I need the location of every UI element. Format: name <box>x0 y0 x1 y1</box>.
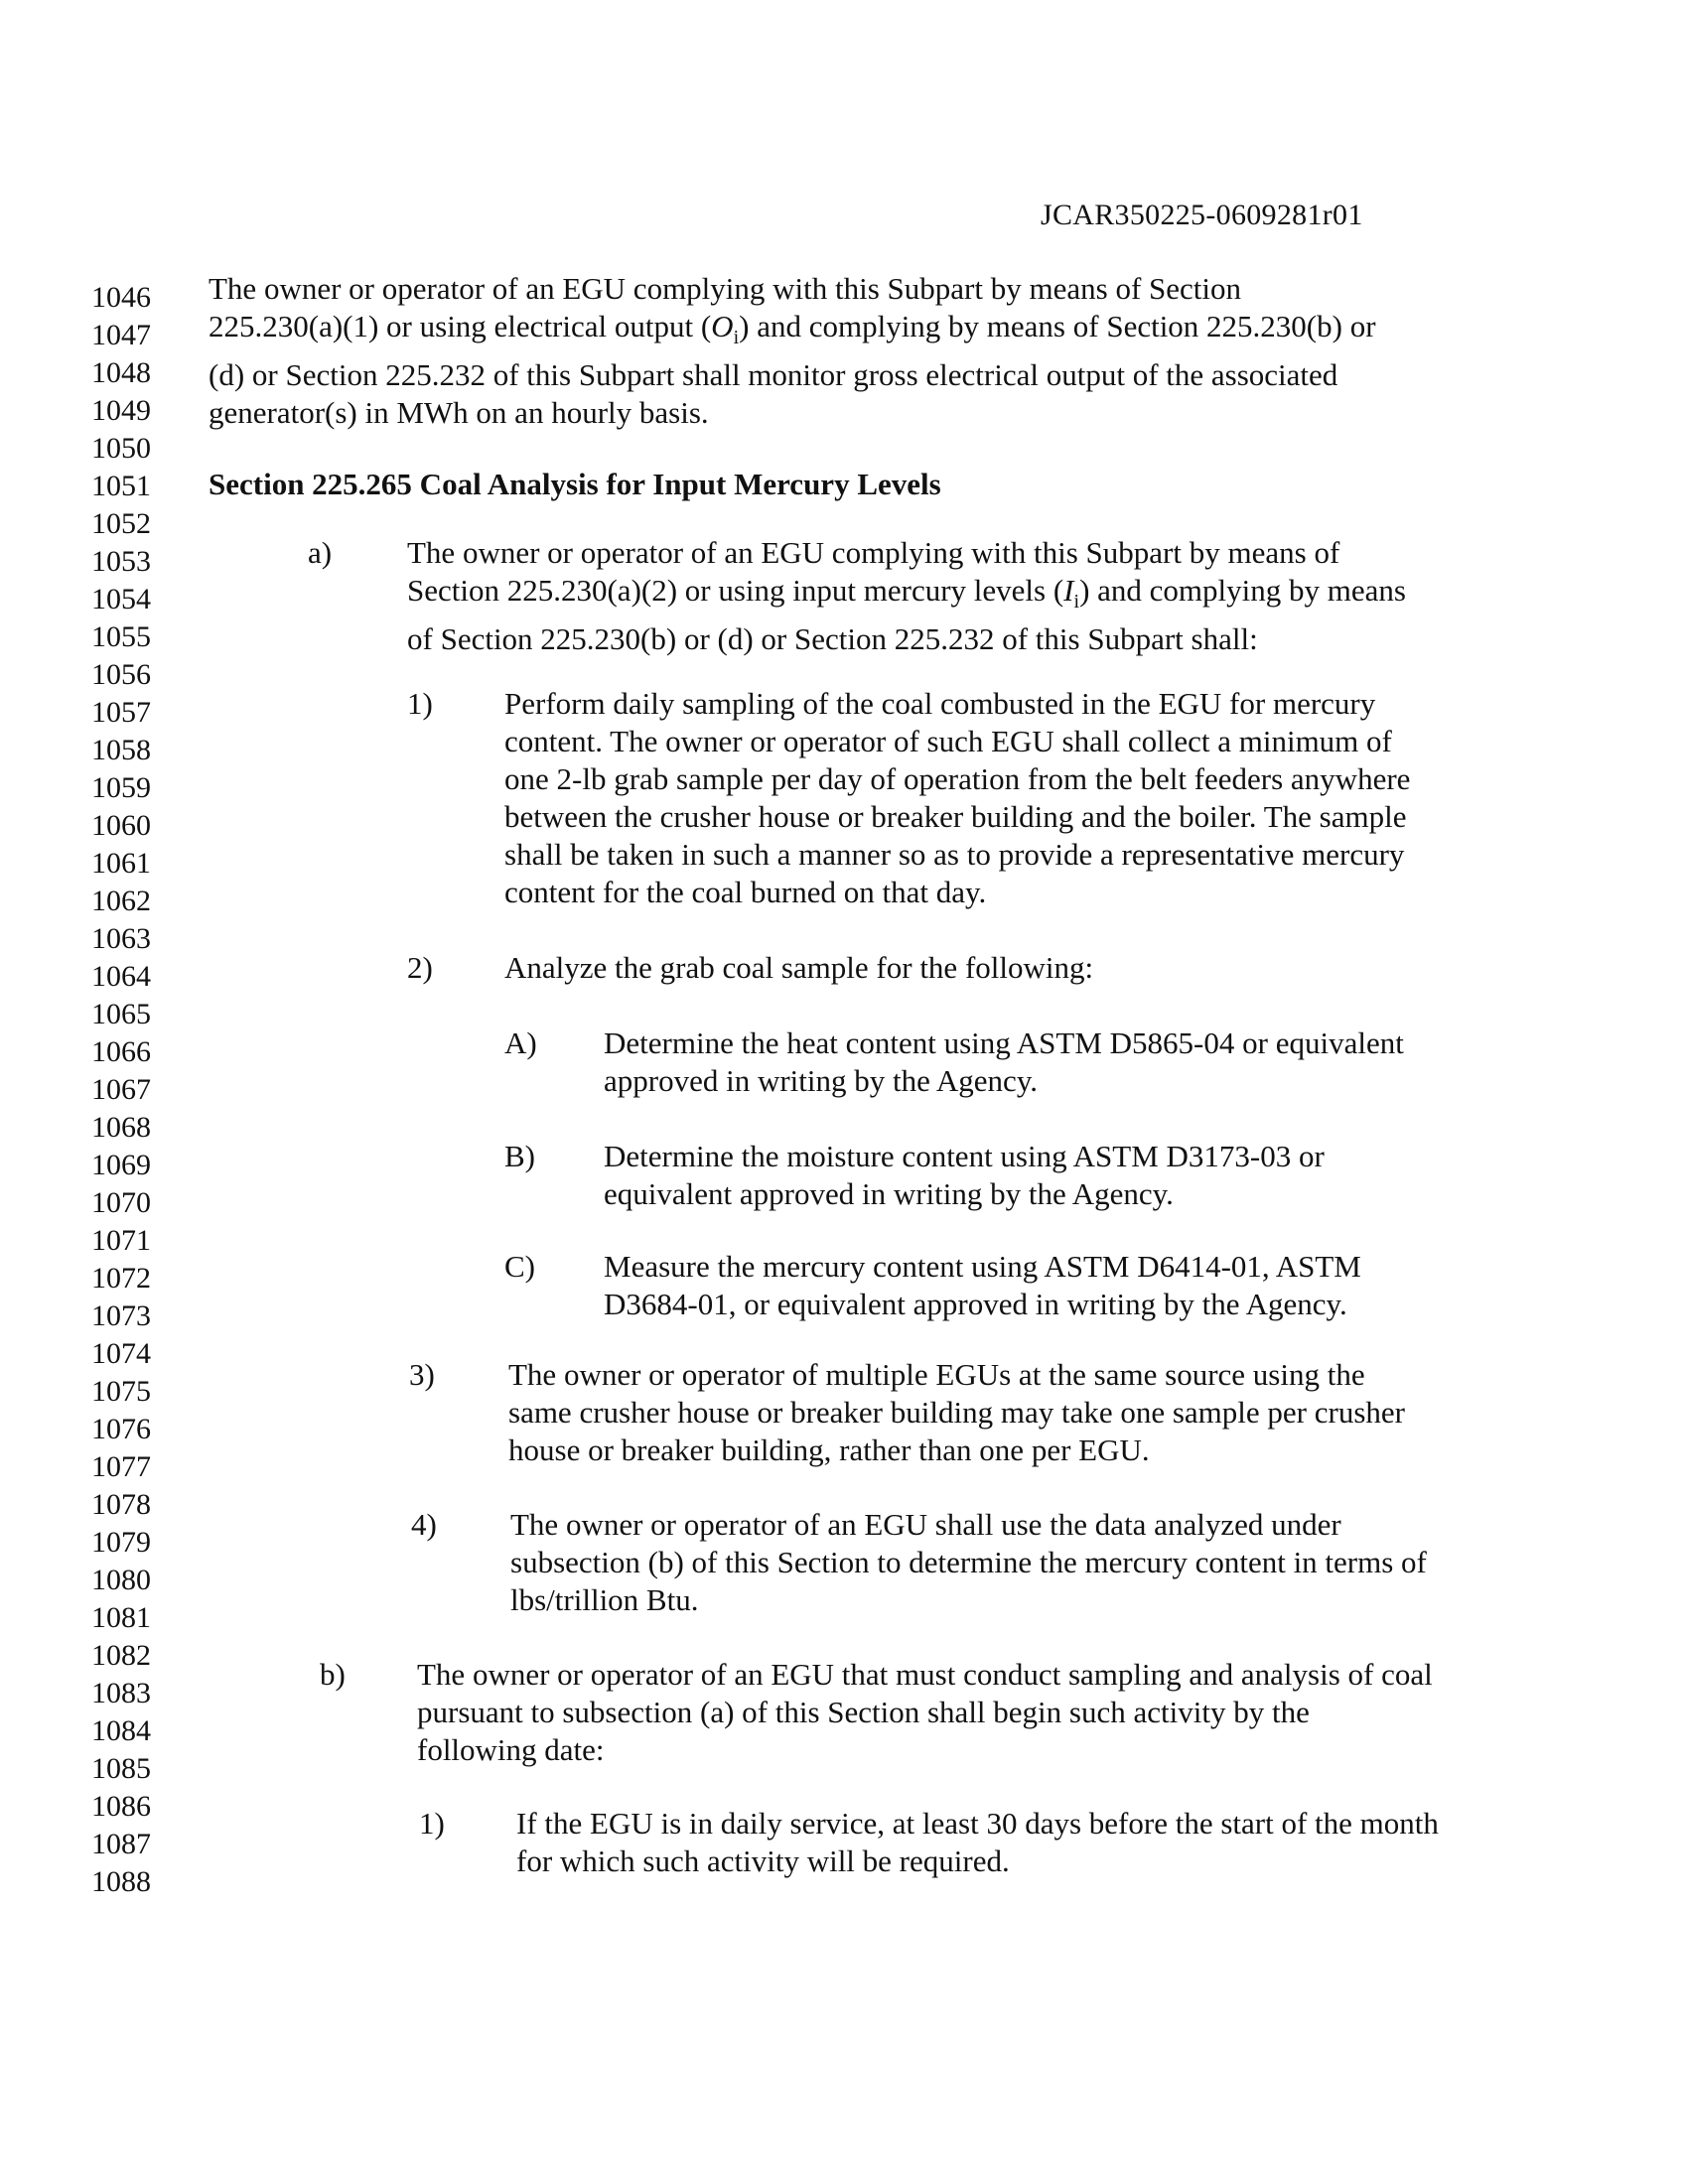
document-id: JCAR350225-0609281r01 <box>1041 199 1363 231</box>
subitem-text: Determine the moisture content using ASTM D3173-03 or equivalent approved in writing by the Agency. <box>604 1139 1325 1211</box>
subsection-label: b) <box>320 1657 346 1692</box>
subsection-b-text: The owner or operator of an EGU that must conduct sampling and analysis of coal pursuant to subsection (a) of this Section shall begin such activity by the following date: <box>417 1657 1433 1767</box>
line-number: 1066 <box>91 1035 151 1068</box>
line-number: 1086 <box>91 1790 151 1823</box>
line-number: 1088 <box>91 1865 151 1898</box>
item-label: 1) <box>419 1806 445 1841</box>
line-number: 1085 <box>91 1752 151 1785</box>
text-line: (d) or Section 225.232 of this Subpart shall monitor gross electrical output of the associated <box>209 357 1338 393</box>
line-number: 1080 <box>91 1564 151 1596</box>
line-number: 1082 <box>91 1639 151 1672</box>
subitem-label: B) <box>504 1139 535 1173</box>
line-number: 1051 <box>91 470 151 502</box>
text-line: 225.230(a)(1) or using electrical output $(O_i)$ and complying by means of Section 225.230(b) or <box>209 309 1376 349</box>
line-number: 1075 <box>91 1375 151 1408</box>
line-number: 1062 <box>91 885 151 917</box>
line-number: 1076 <box>91 1413 151 1445</box>
line-number: 1077 <box>91 1450 151 1483</box>
item-text: If the EGU is in daily service, at least 30 days before the start of the month for which such activity will be required. <box>516 1806 1439 1878</box>
line-number: 1063 <box>91 922 151 955</box>
line-number: 1053 <box>91 545 151 578</box>
line-number: 1087 <box>91 1828 151 1860</box>
line-number: 1072 <box>91 1262 151 1295</box>
subitem-text: Measure the mercury content using ASTM D6414-01, ASTM D3684-01, or equivalent approved in writing by the Agency. <box>604 1249 1361 1321</box>
line-number: 1048 <box>91 356 151 389</box>
line-number: 1061 <box>91 847 151 880</box>
line-number: 1067 <box>91 1073 151 1106</box>
subsection-a-text <box>407 534 1599 658</box>
line-number: 1084 <box>91 1714 151 1747</box>
line-number: 1046 <box>91 281 151 314</box>
item-label: 1) <box>407 686 433 721</box>
line-number: 1049 <box>91 394 151 427</box>
item-label: 3) <box>409 1357 435 1392</box>
line-number: 1074 <box>91 1337 151 1370</box>
text-line: generator(s) in MWh on an hourly basis. <box>209 395 709 431</box>
line-numbers <box>91 279 181 1901</box>
line-number: 1060 <box>91 809 151 842</box>
item-text: Analyze the grab coal sample for the following: <box>504 950 1094 985</box>
line-number: 1064 <box>91 960 151 993</box>
line-number: 1058 <box>91 734 151 766</box>
item-text: The owner or operator of multiple EGUs at the same source using the same crusher house or breaker building may take one sample per crusher house or breaker building, rather than one per EGU. <box>508 1357 1405 1467</box>
line-number: 1073 <box>91 1299 151 1332</box>
line-number: 1078 <box>91 1488 151 1521</box>
line-number: 1065 <box>91 998 151 1030</box>
subitem-label: A) <box>504 1025 537 1060</box>
line-number: 1056 <box>91 658 151 691</box>
subitem-label: C) <box>504 1249 535 1284</box>
line-number: 1071 <box>91 1224 151 1257</box>
section-heading: Section 225.265 Coal Analysis for Input Mercury Levels <box>209 467 941 501</box>
line-number: 1069 <box>91 1149 151 1181</box>
subsection-label: a) <box>308 535 333 570</box>
line-number: 1081 <box>91 1601 151 1634</box>
line-number: 1052 <box>91 507 151 540</box>
item-label: 2) <box>407 950 433 985</box>
line-number: 1047 <box>91 319 151 351</box>
line-number: 1070 <box>91 1186 151 1219</box>
line-number: 1055 <box>91 620 151 653</box>
line-number: 1079 <box>91 1526 151 1559</box>
line-number: 1057 <box>91 696 151 729</box>
line-number: 1059 <box>91 771 151 804</box>
text-line: of Section 225.230(b) or (d) or Section 225.232 of this Subpart shall: <box>407 621 1258 657</box>
line-number: 1050 <box>91 432 151 465</box>
line-number: 1068 <box>91 1111 151 1144</box>
line-number: 1054 <box>91 583 151 615</box>
text-line: The owner or operator of an EGU complying with this Subpart by means of <box>407 535 1340 570</box>
item-text: Perform daily sampling of the coal combusted in the EGU for mercury content. The owner or operator of such EGU shall collect a minimum of one 2-lb grab sample per day of operation from the belt feeders anywhere between the crusher house or breaker building and the boiler. The sample shall be taken in such a manner so as to provide a representative mercury content for the coal burned on that day. <box>504 686 1411 909</box>
text-line: Section 225.230(a)(2) or using input mercury levels $(I_i)$ and complying by means <box>407 573 1406 614</box>
line-number: 1083 <box>91 1677 151 1709</box>
text-line: The owner or operator of an EGU complying with this Subpart by means of Section <box>209 271 1241 306</box>
intro-paragraph <box>209 270 1460 432</box>
item-text: The owner or operator of an EGU shall use the data analyzed under subsection (b) of this Section to determine the mercury content in terms of lbs/trillion Btu. <box>510 1507 1427 1617</box>
subitem-text: Determine the heat content using ASTM D5865-04 or equivalent approved in writing by the Agency. <box>604 1025 1404 1098</box>
item-label: 4) <box>411 1507 437 1542</box>
